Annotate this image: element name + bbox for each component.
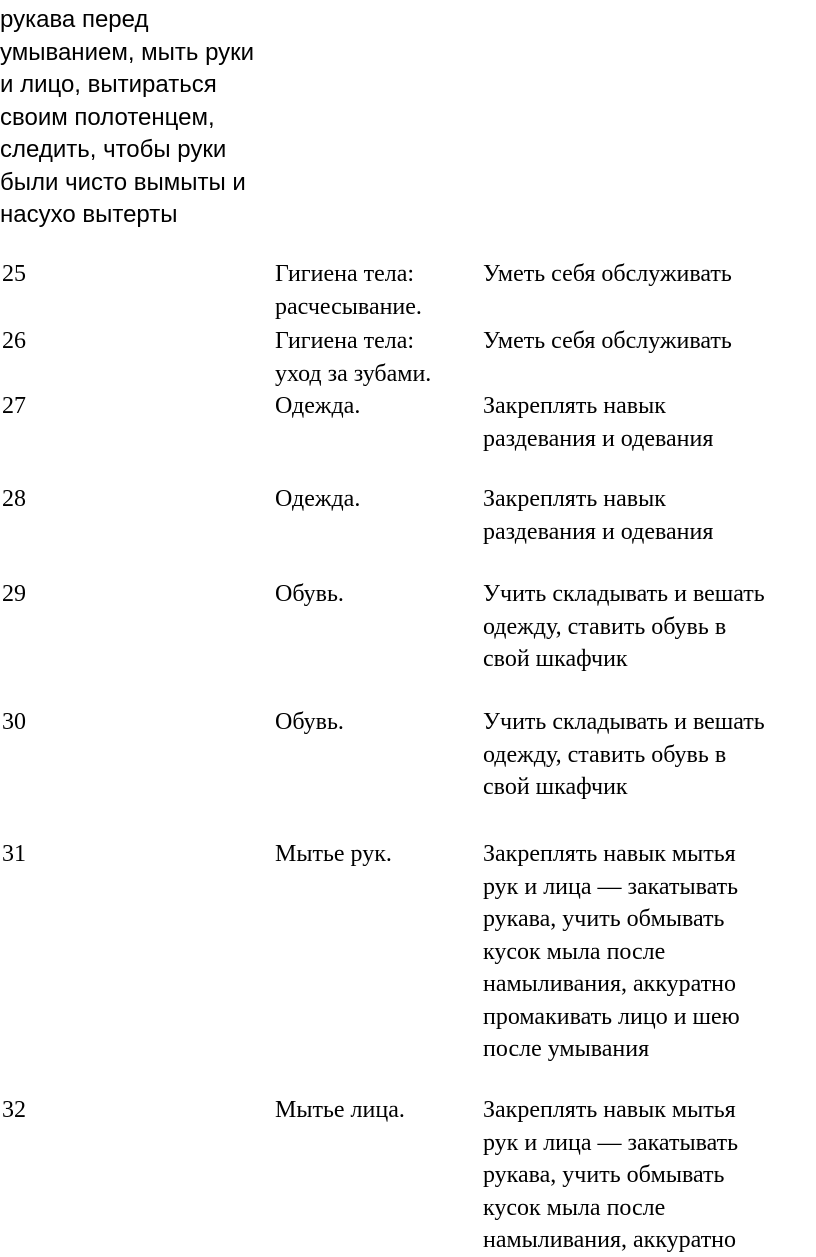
goal-line: Учить складывать и вешать [483,709,765,735]
row-topic [275,578,475,611]
topic-line: уход за зубами. [275,360,432,387]
row-topic [275,390,475,423]
goal-line: раздевания и одевания [483,425,714,452]
row-number: 28 [2,486,26,512]
topic-line: Обувь. [275,581,344,607]
goal-line: раздевания и одевания [483,518,714,545]
topic-line: Мытье рук. [275,841,392,867]
row-topic [275,706,475,739]
row-number: 26 [2,328,26,354]
goal-line: Закреплять навык [483,393,666,419]
goal-line: кусок мыла после [483,1194,666,1221]
row-topic [275,1094,475,1127]
row-goal [483,483,816,548]
row-number: 32 [2,1097,26,1123]
goal-line: рук и лица — закатывать [483,873,739,900]
goal-line: свой шкафчик [483,646,628,672]
topic-line: Гигиена тела: [275,261,415,287]
goal-line: одежду, ставить обувь в [483,613,727,640]
goal-line: намыливания, аккуратно [483,971,737,997]
intro-line: умыванием, мыть руки [0,38,255,66]
goal-line: Закреплять навык мытья [483,841,736,867]
intro-line: насухо вытерты [0,201,178,228]
intro-line: рукава перед [0,6,149,33]
topic-line: Обувь. [275,709,344,735]
intro-line: своим полотенцем, [0,103,215,131]
row-goal [483,838,816,1066]
goal-line: Закреплять навык [483,486,666,512]
topic-line: Одежда. [275,393,361,419]
row-topic [275,483,475,516]
intro-line: следить, чтобы руки [0,136,227,163]
goal-line: одежду, ставить обувь в [483,741,727,768]
goal-line: после умывания [483,1036,650,1062]
row-goal [483,258,816,291]
goal-line: Уметь себя обслуживать [483,261,732,287]
goal-line: Учить складывать и вешать [483,581,765,607]
row-topic [275,258,475,323]
topic-line: Мытье лица. [275,1097,405,1123]
topic-line: расчесывание. [275,293,422,320]
intro-line: были чисто вымыты и [0,168,246,196]
row-goal [483,706,816,804]
topic-line: Одежда. [275,486,361,512]
goal-line: намыливания, аккуратно [483,1227,737,1253]
row-number: 30 [2,709,26,735]
goal-line: Закреплять навык мытья [483,1097,736,1123]
goal-line: свой шкафчик [483,774,628,800]
row-goal [483,390,816,455]
row-goal [483,578,816,676]
goal-line: промакивать лицо и шею [483,1003,740,1030]
row-number: 31 [2,841,26,867]
row-topic [275,838,475,871]
topic-line: Гигиена тела: [275,328,415,354]
goal-line: рукава, учить обмывать [483,906,725,932]
row-number: 27 [2,393,26,419]
row-topic [275,325,475,390]
row-goal [483,1094,816,1257]
intro-line: и лицо, вытираться [0,71,217,98]
goal-line: кусок мыла после [483,938,666,965]
goal-line: Уметь себя обслуживать [483,328,732,354]
row-number: 29 [2,581,26,607]
row-number: 25 [2,261,26,287]
row-goal [483,325,816,358]
goal-line: рук и лица — закатывать [483,1129,739,1156]
goal-line: рукава, учить обмывать [483,1162,725,1188]
